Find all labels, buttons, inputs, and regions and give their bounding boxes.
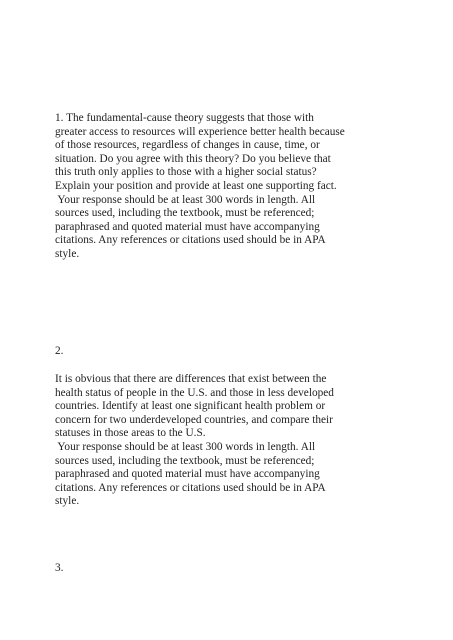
text-line: style.	[55, 247, 80, 260]
text-line: citations. Any references or citations used should be in APA	[55, 234, 326, 247]
question-number: 3.	[55, 562, 64, 574]
question-3-number	[55, 562, 405, 576]
text-line: paraphrased and quoted material must have accompanying	[55, 468, 320, 481]
text-line: Your response should be at least 300 words in length. All	[55, 440, 316, 453]
text-line: 1. The fundamental-cause theory suggests that those with	[55, 112, 314, 124]
question-1-text	[55, 112, 405, 262]
text-line: situation. Do you agree with this theory? Do you believe that	[55, 152, 331, 165]
text-line: Your response should be at least 300 words in length. All	[55, 193, 316, 206]
text-line: countries. Identify at least one significant health problem or	[55, 400, 326, 413]
text-line: of those resources, regardless of changes in cause, time, or	[55, 139, 320, 152]
text-line: style.	[55, 495, 80, 508]
text-line: paraphrased and quoted material must have accompanying	[55, 220, 320, 233]
text-line: concern for two underdeveloped countries, and compare their	[55, 413, 333, 426]
text-line: sources used, including the textbook, must be referenced;	[55, 454, 315, 467]
text-line: citations. Any references or citations used should be in APA	[55, 481, 326, 494]
text-line: It is obvious that there are differences that exist between the	[55, 373, 327, 385]
text-line: health status of people in the U.S. and those in less developed	[55, 386, 334, 399]
question-2-number	[55, 345, 405, 359]
text-line: greater access to resources will experience better health because	[55, 125, 345, 138]
text-line: Explain your position and provide at least one supporting fact.	[55, 179, 337, 192]
question-2-text	[55, 373, 405, 509]
text-line: sources used, including the textbook, must be referenced;	[55, 207, 315, 220]
text-line: statuses in those areas to the U.S.	[55, 427, 206, 440]
question-number: 2.	[55, 345, 64, 357]
text-line: this truth only applies to those with a higher social status?	[55, 166, 317, 179]
